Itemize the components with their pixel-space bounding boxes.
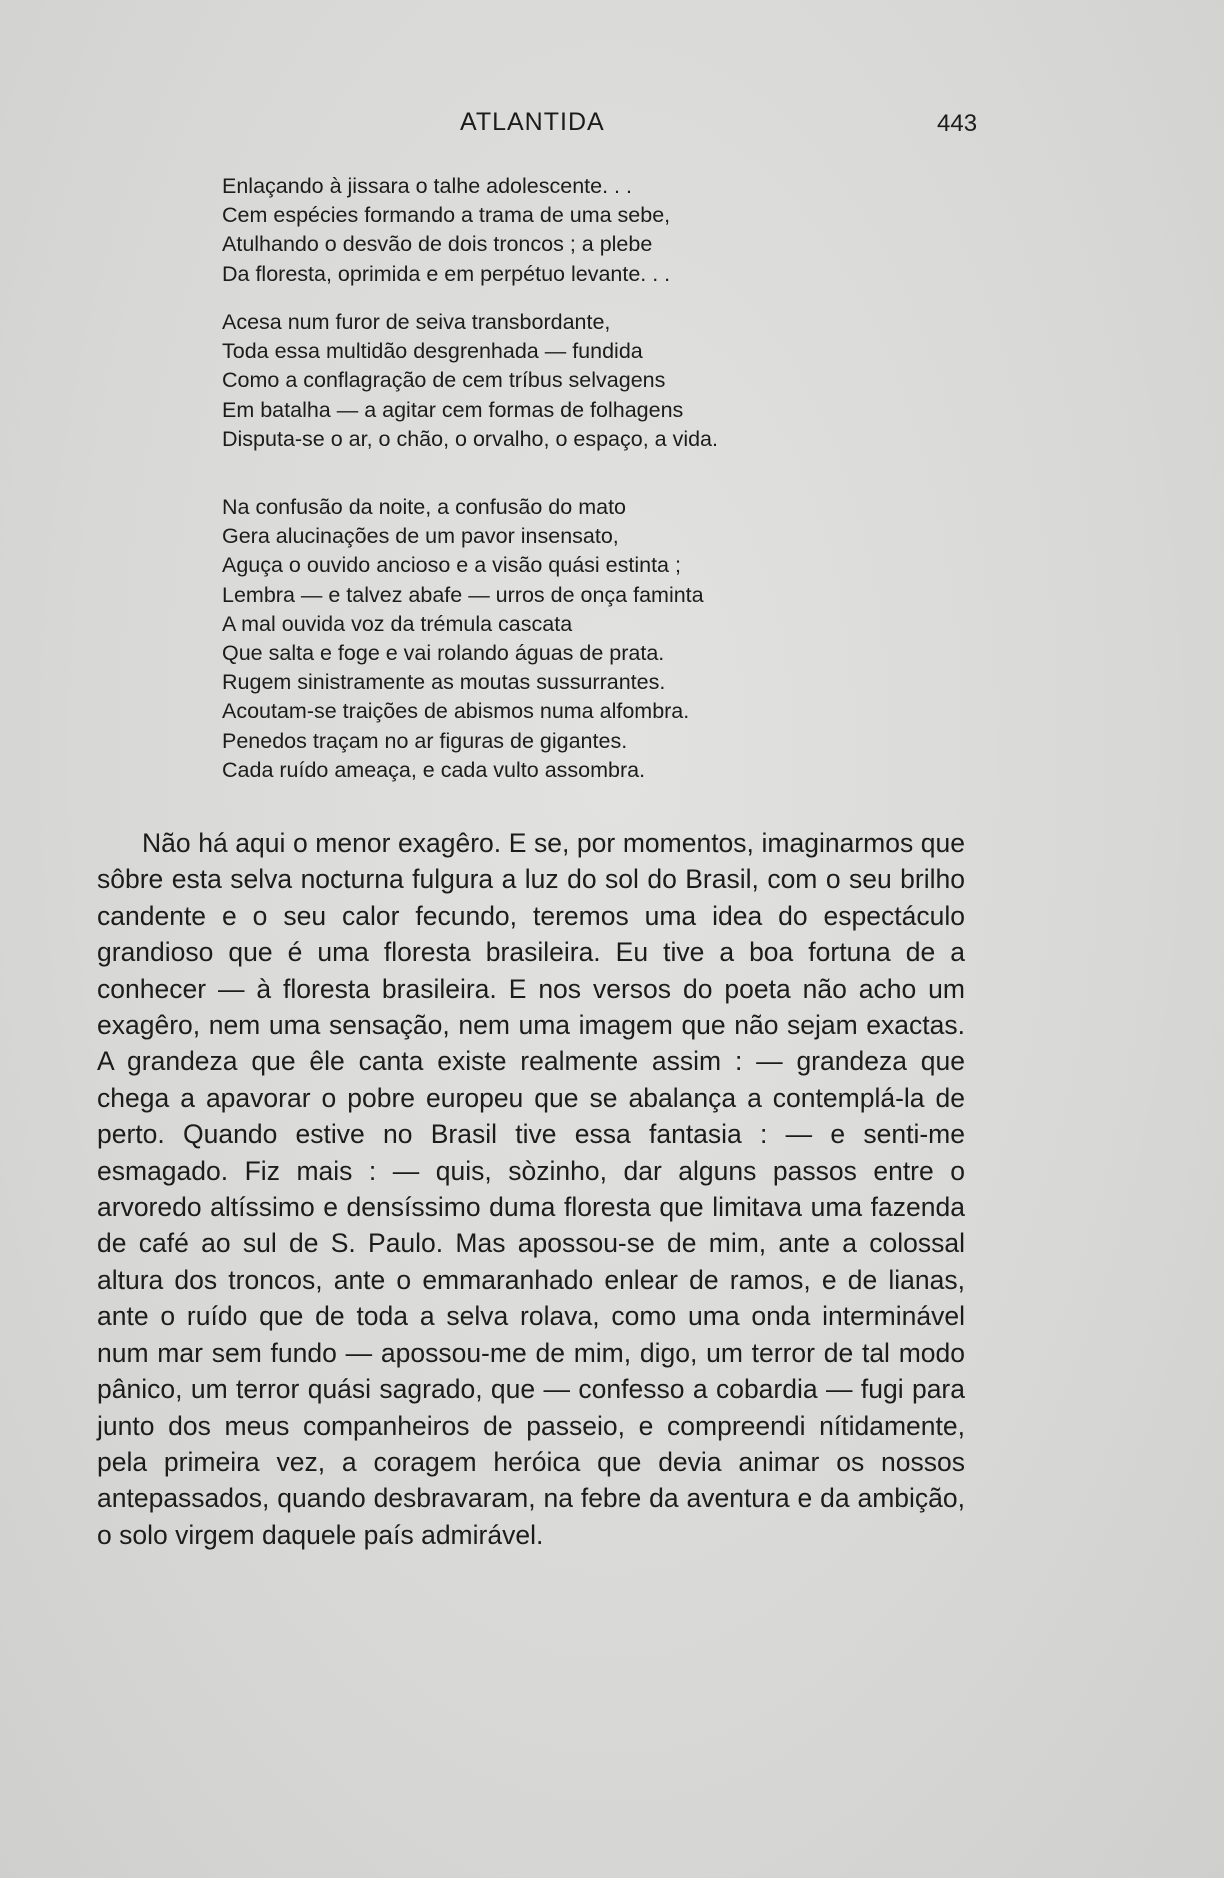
verse-line: Na confusão da noite, a confusão do mato (222, 495, 626, 519)
stanza-1 (222, 172, 1002, 289)
verse-line: Disputa-se o ar, o chão, o orvalho, o espaço, a vida. (222, 426, 718, 451)
verse-line: Da floresta, oprimida e em perpétuo levante. . . (222, 261, 671, 286)
verse-line: Penedos traçam no ar figuras de gigantes. (222, 728, 628, 753)
verse-line: Rugem sinistramente as moutas sussurrantes. (222, 670, 666, 695)
verse-line: Que salta e foge e vai rolando águas de prata. (222, 641, 665, 666)
verse-line: Cem espécies formando a trama de uma sebe, (222, 203, 671, 228)
verse-line: A mal ouvida voz da trémula cascata (222, 611, 573, 636)
verse-line: Acoutam-se traições de abismos numa alfombra. (222, 699, 690, 724)
verse-line: Toda essa multidão desgrenhada — fundida (222, 339, 643, 364)
running-head (0, 108, 1224, 144)
verse-line: Cada ruído ameaça, e cada vulto assombra. (222, 757, 646, 782)
stanza-2 (222, 308, 1002, 454)
stanza-3 (222, 493, 1002, 785)
verse-line: Enlaçando à jissara o talhe adolescente. . . (222, 174, 632, 198)
verse-line: Como a conflagração de cem tríbus selvagens (222, 368, 666, 393)
verse-line: Aguça o ouvido ancioso e a visão quási estinta ; (222, 553, 681, 578)
body-paragraph: Não há aqui o menor exagêro. E se, por momentos, imaginarmos que sôbre esta selva nocturna fulgura a luz do sol do Brasil, com o seu brilho candente e o seu calor fecundo, teremos uma idea do espectáculo grandioso que é uma floresta brasileira. Eu tive a boa fortuna de a conhecer — à floresta brasileira. E nos versos do poeta não acho um exagêro, nem uma sensação, nem uma imagem que não sejam exactas. A grandeza que êle canta existe realmente assim : — grandeza que chega a apavorar o pobre europeu que se abalança a contemplá-la de perto. Quando estive no Brasil tive essa fantasia : — e senti-me esmagado. Fiz mais : — quis, sòzinho, dar alguns passos entre o arvoredo altíssimo e densíssimo duma floresta que limitava uma fazenda de café ao sul de S. Paulo. Mas apossou-se de mim, ante a colossal altura dos troncos, ante o emmaranhado enlear de ramos, e de lianas, ante o ruído que de toda a selva rolava, como uma onda interminável num mar sem fundo — apossou-me de mim, digo, um terror de tal modo pânico, um terror quási sagrado, que — confesso a cobardia — fugi para junto dos meus companheiros de passeio, e compreendi nítidamente, pela primeira vez, a coragem heróica que devia animar os nossos antepassados, quando desbravaram, na febre da aventura e da ambição, o solo virgem daquele país admirável. (97, 828, 965, 1550)
verse-line: Atulhando o desvão de dois troncos ; a plebe (222, 232, 653, 257)
verse-line: Em batalha — a agitar cem formas de folhagens (222, 397, 684, 422)
verse-line: Lembra — e talvez abafe — urros de onça faminta (222, 582, 704, 607)
verse-line: Gera alucinações de um pavor insensato, (222, 524, 619, 549)
verse-line: Acesa num furor de seiva transbordante, (222, 310, 611, 334)
page-number: 443 (937, 110, 978, 137)
running-title: ATLANTIDA (460, 108, 605, 136)
